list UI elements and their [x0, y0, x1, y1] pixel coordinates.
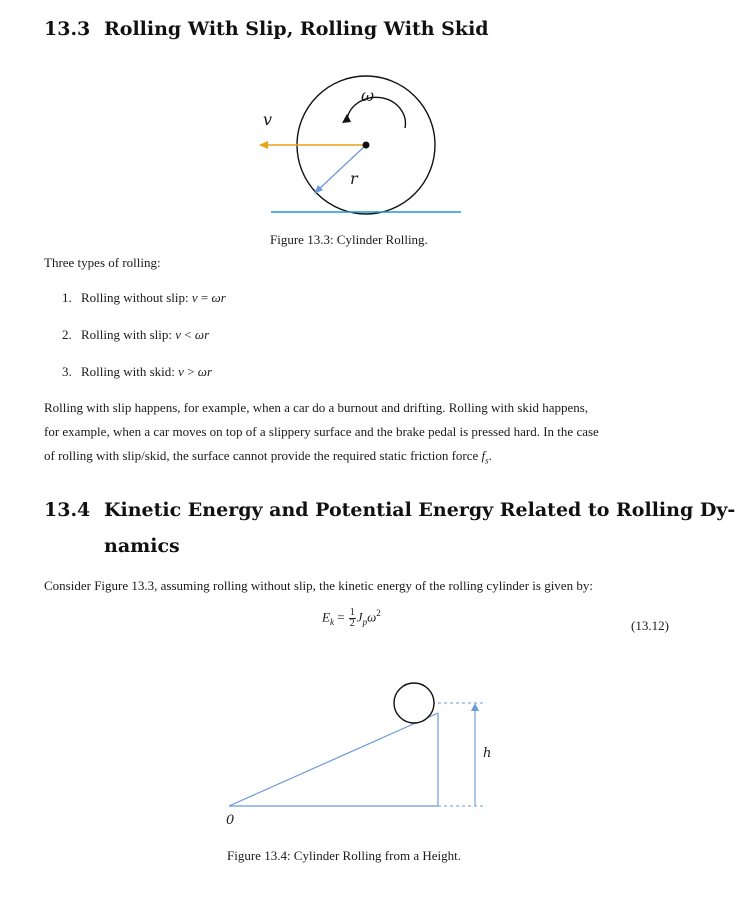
paragraph-line: of rolling with slip/skid, the surface cannot provide the required static friction force $f_s$.: [44, 448, 492, 466]
equation-fraction: $\frac{1}{2}$: [349, 607, 355, 629]
label-height: h: [483, 746, 492, 761]
list-item: 3. Rolling with skid: v > ωr: [62, 364, 213, 379]
center-dot: [363, 142, 370, 149]
list-text: Rolling with slip:: [81, 327, 176, 342]
paragraph-line: Rolling with slip happens, for example, when a car do a burnout and drifting. Rolling with skid happens,: [44, 400, 589, 415]
equation-kinetic-energy: $E_k$ = $\frac{1}{2}$ $J_p\omega^2$: [322, 607, 381, 629]
radius-line: [318, 145, 366, 190]
rotation-arrowhead: [342, 114, 351, 123]
list-marker: 1.: [62, 290, 72, 305]
paragraph-kinetic: Consider Figure 13.3, assuming rolling without slip, the kinetic energy of the rolling cylinder is given by:: [44, 578, 593, 593]
section-title-line2: namics: [104, 535, 180, 557]
friction-symbol: f: [481, 448, 486, 463]
figure-caption-13-4: Figure 13.4: Cylinder Rolling from a Height.: [227, 848, 461, 863]
incline-slope: [229, 713, 438, 806]
list-marker: 3.: [62, 364, 72, 379]
rotation-arrow: [347, 97, 405, 128]
list-item: 2. Rolling with slip: v < ωr: [62, 327, 210, 342]
section-number: 13.4: [44, 499, 91, 521]
equation-number: (13.12): [631, 618, 669, 633]
section-number: 13.3: [44, 18, 91, 40]
height-arrowhead: [471, 703, 479, 711]
label-radius: r: [350, 169, 358, 188]
list-text: Rolling without slip:: [81, 290, 192, 305]
list-item: 1. Rolling without slip: v = ωr: [62, 290, 226, 305]
label-velocity: v: [263, 110, 273, 129]
label-origin: 0: [226, 813, 235, 828]
section-title: Rolling With Slip, Rolling With Skid: [104, 18, 489, 40]
figure-caption-13-3: Figure 13.3: Cylinder Rolling.: [270, 232, 428, 247]
section-heading-13-4: [44, 499, 736, 521]
figure-cylinder-rolling: [0, 0, 742, 240]
velocity-arrowhead: [259, 141, 268, 149]
label-omega: ω: [361, 86, 375, 105]
intro-text: Three types of rolling:: [44, 255, 161, 270]
rolling-cylinder-circle: [394, 683, 434, 723]
list-marker: 2.: [62, 327, 72, 342]
section-title-line1: Kinetic Energy and Potential Energy Related to Rolling Dy-: [104, 499, 736, 521]
paragraph-line: for example, when a car moves on top of a slippery surface and the brake pedal is pressed hard. In the case: [44, 424, 599, 439]
list-text: Rolling with skid:: [81, 364, 179, 379]
